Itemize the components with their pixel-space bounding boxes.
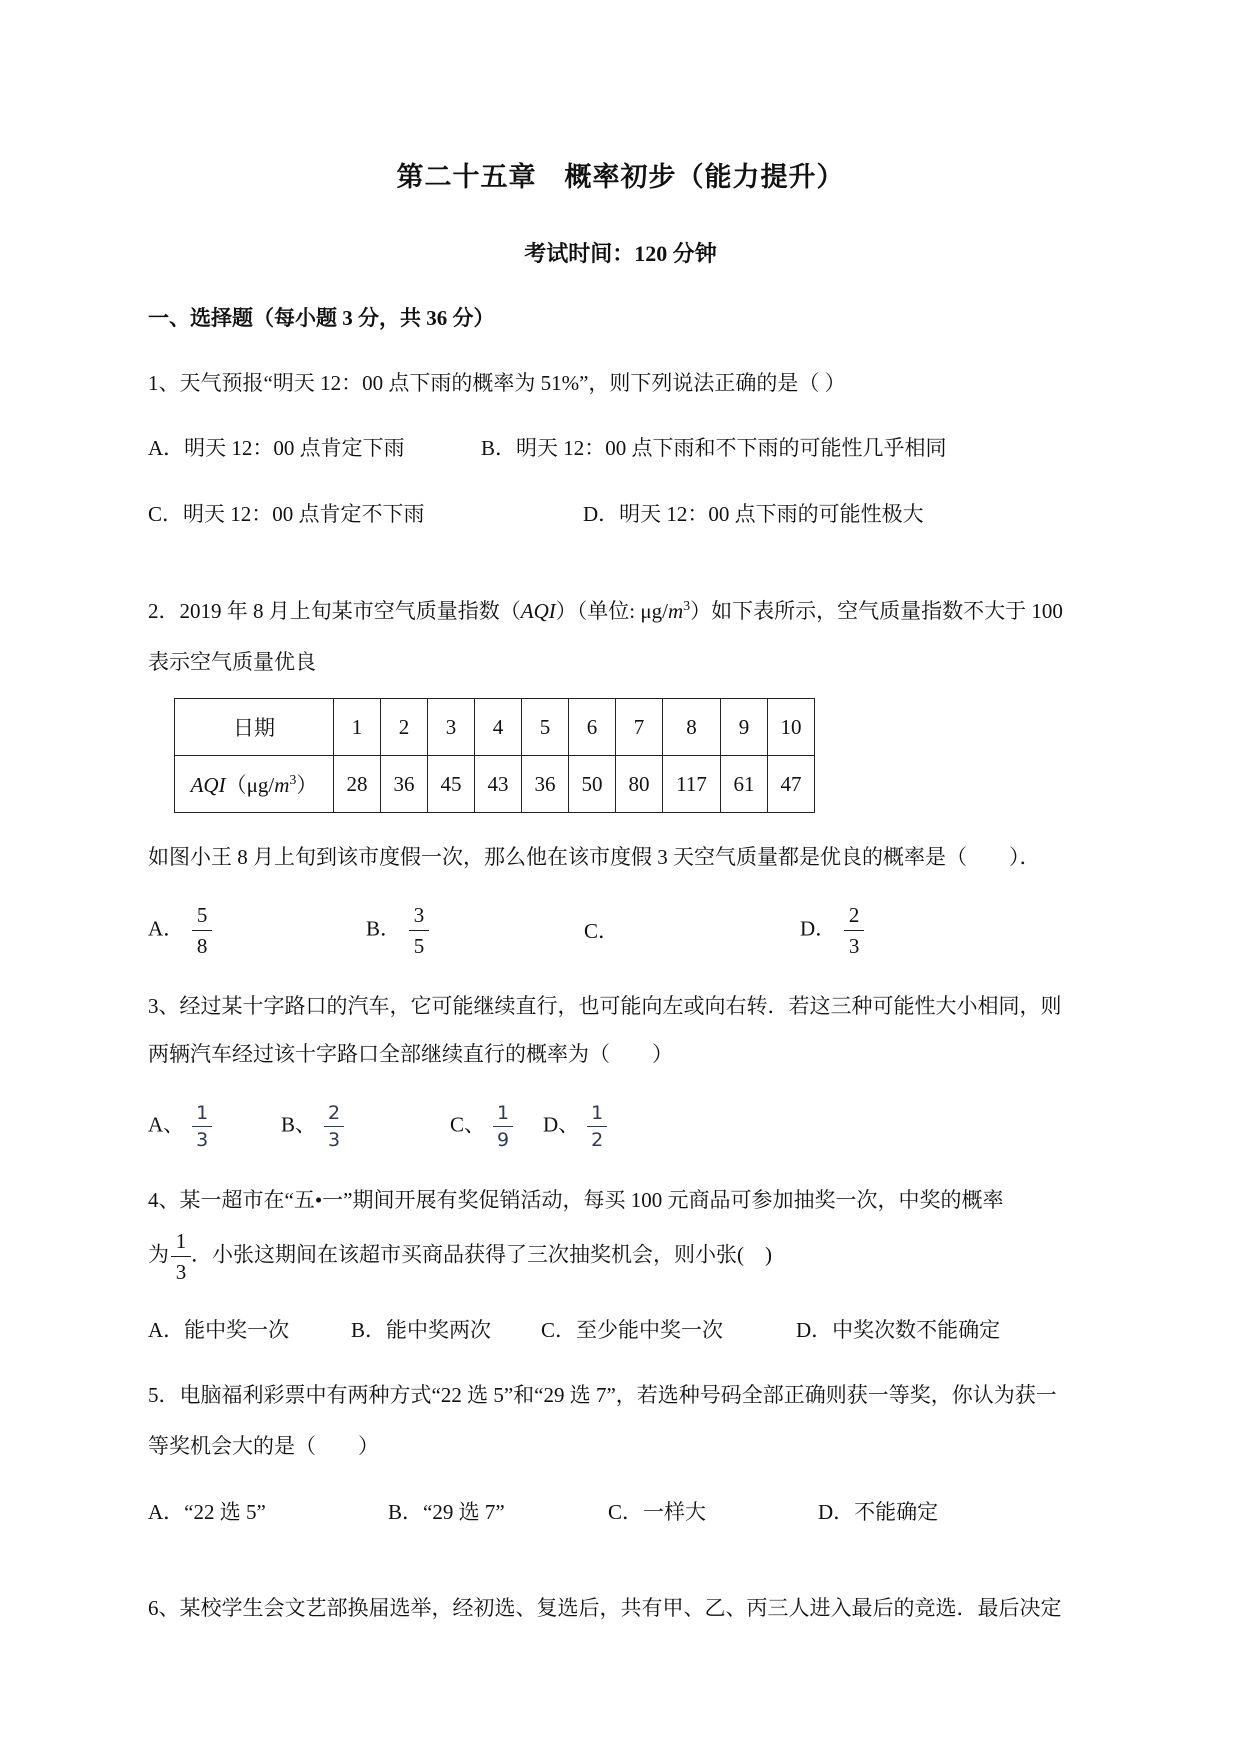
table-cell: 4 xyxy=(475,699,522,756)
page-title: 第二十五章 概率初步（能力提升） xyxy=(396,162,845,192)
table-header-date: 日期 xyxy=(175,699,334,756)
question-1-option-d: D．明天 12：00 点下雨的可能性极大 xyxy=(583,502,924,526)
table-cell: 9 xyxy=(721,699,768,756)
table-row xyxy=(175,699,815,756)
question-1-option-a: A．明天 12：00 点肯定下雨 xyxy=(148,436,405,460)
table-cell: 1 xyxy=(334,699,381,756)
question-2-option-c: C． xyxy=(584,919,620,943)
question-1-stem: 1、天气预报“明天 12：00 点下雨的概率为 51%”，则下列说法正确的是（ ） xyxy=(148,371,846,395)
table-cell: 50 xyxy=(569,756,616,813)
question-5-stem-line2: 等奖机会大的是（ ） xyxy=(148,1434,379,1458)
question-5-stem: 5．电脑福利彩票中有两种方式“22 选 5”和“29 选 7”，若选种号码全部正确则获一等奖，你认为获一 xyxy=(148,1383,1057,1407)
table-cell: 43 xyxy=(475,756,522,813)
question-5-option-c: C．一样大 xyxy=(608,1500,707,1524)
table-row xyxy=(175,756,815,813)
table-header-aqi: $AQI(\mu g/m^3)$ xyxy=(175,756,334,813)
question-4-option-b: B．能中奖两次 xyxy=(351,1318,492,1342)
question-1-option-c: C．明天 12：00 点肯定不下雨 xyxy=(148,502,425,526)
question-4-option-a: A．能中奖一次 xyxy=(148,1318,290,1342)
section-heading: 一、选择题（每小题 3 分，共 36 分） xyxy=(148,306,495,330)
table-cell: 10 xyxy=(768,699,815,756)
question-2-option-d: D． $\frac{2}{3}$ xyxy=(800,902,864,959)
table-cell: 36 xyxy=(381,756,428,813)
table-cell: 80 xyxy=(616,756,663,813)
question-5-option-a: A．“22 选 5” xyxy=(148,1500,266,1524)
question-3-option-b: B、 $\frac{2}{3}$ xyxy=(281,1102,344,1151)
question-5-option-d: D．不能确定 xyxy=(818,1500,939,1524)
table-cell: 2 xyxy=(381,699,428,756)
question-3-stem-line2: 两辆汽车经过该十字路口全部继续直行的概率为（ ） xyxy=(148,1042,673,1066)
table-cell: 5 xyxy=(522,699,569,756)
question-4-stem: 4、某一超市在“五•一”期间开展有奖促销活动，每买 100 元商品可参加抽奖一次，中奖的概率 xyxy=(148,1188,1004,1212)
question-2-stem-line2: 表示空气质量优良 xyxy=(148,650,316,674)
table-cell: 3 xyxy=(428,699,475,756)
question-3-stem: 3、经过某十字路口的汽车，它可能继续直行，也可能向左或向右转．若这三种可能性大小相同，则 xyxy=(148,994,1062,1018)
question-4-stem-line2: 为 $\frac{1}{3}$ ．小张这期间在该超市买商品获得了三次抽奖机会，则小张( ) xyxy=(148,1229,772,1284)
question-4-option-d: D．中奖次数不能确定 xyxy=(796,1318,1001,1342)
aqi-table xyxy=(174,698,815,813)
question-2-option-b: B． $\frac{3}{5}$ xyxy=(366,902,429,959)
question-2-stem: 2．2019 年 8 月上旬某市空气质量指数（AQI）（单位: $\mu g/m^3$）如下表所示，空气质量指数不大于 100 xyxy=(148,599,1063,623)
question-2-option-a: A． $\frac{5}{8}$ xyxy=(148,902,212,959)
question-3-option-a: A、 $\frac{1}{3}$ xyxy=(148,1102,212,1151)
table-cell: 8 xyxy=(663,699,721,756)
table-cell: 47 xyxy=(768,756,815,813)
table-cell: 28 xyxy=(334,756,381,813)
question-3-option-d: D、 $\frac{1}{2}$ xyxy=(543,1102,607,1151)
question-1-option-b: B．明天 12：00 点下雨和不下雨的可能性几乎相同 xyxy=(481,436,947,460)
question-5-option-b: B．“29 选 7” xyxy=(388,1500,505,1524)
exam-time: 考试时间：120 分钟 xyxy=(524,241,717,266)
table-cell: 6 xyxy=(569,699,616,756)
question-2-ask: 如图小王 8 月上旬到该市度假一次，那么他在该市度假 3 天空气质量都是优良的概率是（ ）． xyxy=(148,845,1041,869)
question-4-option-c: C．至少能中奖一次 xyxy=(541,1318,724,1342)
table-cell: 61 xyxy=(721,756,768,813)
table-cell: 45 xyxy=(428,756,475,813)
table-cell: 36 xyxy=(522,756,569,813)
table-cell: 7 xyxy=(616,699,663,756)
question-6-stem: 6、某校学生会文艺部换届选举，经初选、复选后，共有甲、乙、丙三人进入最后的竞选．最后决定 xyxy=(148,1596,1062,1620)
question-3-option-c: C、 $\frac{1}{9}$ xyxy=(450,1102,513,1151)
table-cell: 117 xyxy=(663,756,721,813)
